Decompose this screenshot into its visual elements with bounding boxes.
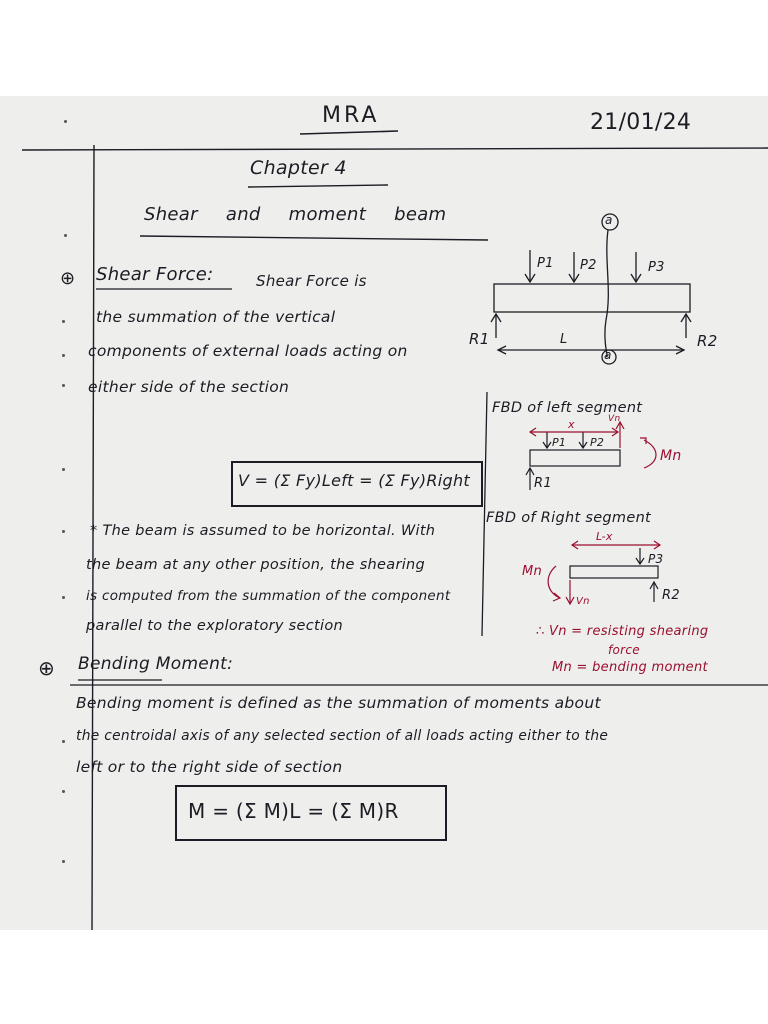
margin-dot	[62, 860, 65, 863]
margin-dot	[64, 120, 67, 123]
shear-note-line: parallel to the exploratory section	[86, 618, 344, 634]
span-label: L	[560, 332, 568, 347]
fbd-left-moment-label: Mn	[660, 448, 682, 464]
bending-text-line: left or to the right side of section	[76, 758, 343, 776]
load-label: P1	[537, 256, 554, 271]
fbd-right-load-label: P3	[648, 552, 664, 566]
margin-dot	[62, 354, 65, 357]
shear-note-line: * The beam is assumed to be horizontal. With	[90, 523, 436, 539]
shear-note-line: the beam at any other position, the shearing	[86, 557, 426, 573]
margin-dot	[62, 468, 65, 471]
margin-dot	[62, 530, 65, 533]
fbd-right-red-marks	[548, 541, 660, 604]
bending-bullet-icon: ⊕	[38, 656, 56, 680]
shear-text-line: either side of the section	[88, 378, 290, 396]
fbd-left-title: FBD of left segment	[492, 400, 643, 416]
reaction-label: R2	[697, 332, 718, 350]
fbd-right-moment-label: Mn	[522, 564, 543, 579]
fbd-left-load-label: P2	[590, 436, 605, 449]
chapter-subtitle: Shear and moment beam	[144, 204, 447, 225]
definition-line: force	[608, 643, 640, 657]
header-title: MRA	[322, 103, 380, 128]
fbd-left-x-label: x	[568, 418, 575, 431]
margin-dot	[62, 320, 65, 323]
beam-diagram	[491, 214, 691, 364]
bending-moment-heading: Bending Moment:	[78, 654, 234, 674]
shear-text-line: components of external loads acting on	[88, 342, 408, 360]
fbd-right-title: FBD of Right segment	[486, 510, 652, 526]
definition-line: Mn = bending moment	[552, 660, 708, 675]
load-label: P3	[648, 260, 665, 275]
margin-dot	[62, 740, 65, 743]
section-label: a	[604, 348, 612, 362]
header-date: 21/01/24	[590, 110, 692, 135]
bending-text-line: Bending moment is defined as the summation of moments about	[76, 694, 601, 712]
shear-bullet-icon: ⊕	[60, 268, 76, 289]
fbd-right-reaction-label: R2	[662, 588, 680, 603]
fbd-right-diagram	[570, 548, 658, 602]
chapter-label: Chapter 4	[250, 157, 347, 179]
shear-text-line: Shear Force is	[256, 272, 367, 290]
margin-dot	[62, 596, 65, 599]
load-label: P2	[580, 258, 597, 273]
fbd-right-x-label: L-x	[596, 530, 613, 543]
fbd-left-reaction-label: R1	[534, 476, 552, 491]
shear-note-line: is computed from the summation of the component	[86, 588, 451, 604]
fbd-left-load-label: P1	[552, 436, 567, 449]
bending-formula: M = (Σ M)L = (Σ M)R	[188, 799, 399, 823]
margin-dot	[62, 384, 65, 387]
shear-formula: V = (Σ Fy)Left = (Σ Fy)Right	[238, 471, 471, 490]
definition-line: ∴ Vn = resisting shearing	[536, 624, 709, 639]
bending-text-line: the centroidal axis of any selected section of all loads acting either to the	[76, 728, 609, 744]
fbd-right-shear-label: Vn	[576, 596, 590, 607]
section-label: a	[605, 213, 613, 227]
shear-force-heading: Shear Force:	[96, 264, 214, 285]
shear-text-line: the summation of the vertical	[96, 308, 336, 326]
margin-dot	[64, 234, 67, 237]
reaction-label: R1	[469, 330, 490, 348]
fbd-left-shear-label: Vn	[608, 414, 621, 424]
margin-dot	[62, 790, 65, 793]
